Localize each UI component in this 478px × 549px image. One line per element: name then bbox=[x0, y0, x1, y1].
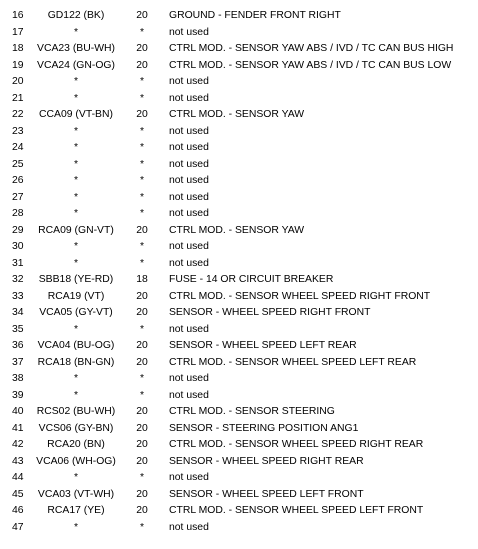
table-row bbox=[0, 404, 478, 421]
circuit-function: not used bbox=[169, 208, 209, 219]
pin-number: 27 bbox=[12, 191, 24, 203]
circuit-function: SENSOR - WHEEL SPEED LEFT FRONT bbox=[169, 488, 364, 500]
circuit-function: not used bbox=[169, 175, 209, 186]
circuit-function: CTRL MOD. - SENSOR YAW bbox=[169, 224, 305, 236]
table-row bbox=[0, 272, 478, 289]
table-row bbox=[0, 256, 478, 273]
circuit-function: not used bbox=[169, 257, 209, 269]
pin-number: 22 bbox=[12, 109, 24, 120]
pin-number: 16 bbox=[12, 10, 24, 21]
circuit-id: * bbox=[73, 389, 79, 401]
pin-number: 28 bbox=[12, 208, 24, 219]
circuit-function: CTRL MOD. - SENSOR WHEEL SPEED LEFT REAR bbox=[169, 356, 417, 368]
connector-pinout-table bbox=[0, 8, 478, 536]
pin-number: 24 bbox=[12, 142, 24, 153]
circuit-id: * bbox=[73, 175, 79, 186]
circuit-id: VCA24 (GN-OG) bbox=[37, 59, 115, 71]
table-row bbox=[0, 470, 478, 487]
table-row bbox=[0, 239, 478, 256]
circuit-function: not used bbox=[169, 26, 209, 38]
circuit-function: CTRL MOD. - SENSOR WHEEL SPEED RIGHT REAR bbox=[169, 439, 424, 450]
circuit-function: not used bbox=[169, 472, 209, 483]
circuit-function: not used bbox=[169, 389, 209, 401]
circuit-id: VCS06 (GY-BN) bbox=[38, 422, 114, 434]
table-row bbox=[0, 223, 478, 240]
table-row bbox=[0, 107, 478, 124]
circuit-id: VCA06 (WH-OG) bbox=[36, 455, 116, 467]
pin-number: 37 bbox=[12, 356, 24, 368]
table-row bbox=[0, 206, 478, 223]
wire-gauge: * bbox=[139, 26, 145, 38]
circuit-id: * bbox=[73, 142, 79, 153]
circuit-function: CTRL MOD. - SENSOR WHEEL SPEED RIGHT FRONT bbox=[169, 290, 431, 302]
circuit-function: SENSOR - WHEEL SPEED RIGHT FRONT bbox=[169, 307, 371, 318]
wire-gauge: * bbox=[139, 142, 145, 153]
circuit-id: * bbox=[73, 92, 79, 104]
circuit-id: * bbox=[73, 323, 79, 335]
circuit-id: SBB18 (YE-RD) bbox=[38, 274, 114, 285]
table-row bbox=[0, 454, 478, 471]
pin-number: 26 bbox=[12, 175, 24, 186]
wire-gauge: * bbox=[139, 76, 145, 87]
pin-number: 35 bbox=[12, 323, 24, 335]
pin-number: 19 bbox=[12, 59, 24, 71]
circuit-function: CTRL MOD. - SENSOR YAW bbox=[169, 109, 305, 120]
table-row bbox=[0, 91, 478, 108]
table-row bbox=[0, 487, 478, 504]
wire-gauge: 20 bbox=[136, 224, 148, 236]
wire-gauge: * bbox=[139, 257, 145, 269]
circuit-function: SENSOR - WHEEL SPEED RIGHT REAR bbox=[169, 455, 364, 467]
circuit-id: * bbox=[73, 158, 79, 170]
wire-gauge: * bbox=[139, 92, 145, 104]
pin-number: 25 bbox=[12, 158, 24, 170]
wire-gauge: * bbox=[139, 323, 145, 335]
table-row bbox=[0, 173, 478, 190]
pin-number: 39 bbox=[12, 389, 24, 401]
wire-gauge: 20 bbox=[136, 10, 148, 21]
circuit-function: not used bbox=[169, 373, 209, 384]
wire-gauge: 20 bbox=[136, 505, 148, 516]
pin-number: 44 bbox=[12, 472, 24, 483]
circuit-id: RCS02 (BU-WH) bbox=[36, 406, 116, 417]
table-row bbox=[0, 25, 478, 42]
circuit-id: * bbox=[73, 26, 79, 38]
circuit-id: * bbox=[73, 521, 79, 533]
circuit-function: CTRL MOD. - SENSOR YAW ABS / IVD / TC CAN BUS HIGH bbox=[169, 43, 454, 54]
pin-number: 33 bbox=[12, 290, 24, 302]
pin-number: 18 bbox=[12, 43, 24, 54]
circuit-id: VCA23 (BU-WH) bbox=[37, 43, 115, 54]
circuit-id: VCA04 (BU-OG) bbox=[37, 340, 115, 351]
wire-gauge: 20 bbox=[136, 488, 148, 500]
table-row bbox=[0, 124, 478, 141]
circuit-id: RCA17 (YE) bbox=[47, 505, 105, 516]
pin-number: 40 bbox=[12, 406, 24, 417]
table-row bbox=[0, 41, 478, 58]
pin-number: 41 bbox=[12, 422, 24, 434]
circuit-function: not used bbox=[169, 76, 209, 87]
pin-number: 17 bbox=[12, 26, 24, 38]
pin-number: 47 bbox=[12, 521, 24, 533]
circuit-function: SENSOR - WHEEL SPEED LEFT REAR bbox=[169, 340, 357, 351]
wire-gauge: 20 bbox=[136, 356, 148, 368]
wire-gauge: * bbox=[139, 191, 145, 203]
pin-number: 30 bbox=[12, 241, 24, 252]
circuit-id: * bbox=[73, 257, 79, 269]
wire-gauge: 20 bbox=[136, 422, 148, 434]
wire-gauge: * bbox=[139, 472, 145, 483]
pin-number: 43 bbox=[12, 455, 24, 467]
table-row bbox=[0, 503, 478, 520]
circuit-function: CTRL MOD. - SENSOR WHEEL SPEED LEFT FRONT bbox=[169, 505, 424, 516]
circuit-id: RCA19 (VT) bbox=[47, 290, 105, 302]
circuit-id: RCA20 (BN) bbox=[47, 439, 105, 450]
table-row bbox=[0, 520, 478, 537]
wire-gauge: 20 bbox=[136, 340, 148, 351]
table-row bbox=[0, 437, 478, 454]
table-row bbox=[0, 338, 478, 355]
wire-gauge: 20 bbox=[136, 59, 148, 71]
circuit-id: * bbox=[73, 241, 79, 252]
wire-gauge: * bbox=[139, 521, 145, 533]
table-row bbox=[0, 305, 478, 322]
circuit-id: * bbox=[73, 125, 79, 137]
table-row bbox=[0, 58, 478, 75]
wire-gauge: 20 bbox=[136, 307, 148, 318]
circuit-function: GROUND - FENDER FRONT RIGHT bbox=[169, 10, 341, 21]
pin-number: 31 bbox=[12, 257, 24, 269]
pin-number: 20 bbox=[12, 76, 24, 87]
circuit-function: not used bbox=[169, 125, 209, 137]
circuit-function: CTRL MOD. - SENSOR STEERING bbox=[169, 406, 335, 417]
circuit-id: RCA18 (BN-GN) bbox=[37, 356, 115, 368]
wire-gauge: * bbox=[139, 175, 145, 186]
wire-gauge: 20 bbox=[136, 290, 148, 302]
table-row bbox=[0, 140, 478, 157]
wire-gauge: 20 bbox=[136, 439, 148, 450]
circuit-id: * bbox=[73, 191, 79, 203]
wire-gauge: * bbox=[139, 125, 145, 137]
circuit-id: * bbox=[73, 76, 79, 87]
wire-gauge: 20 bbox=[136, 406, 148, 417]
circuit-id: RCA09 (GN-VT) bbox=[38, 224, 114, 236]
pin-number: 46 bbox=[12, 505, 24, 516]
table-row bbox=[0, 355, 478, 372]
pin-number: 34 bbox=[12, 307, 24, 318]
wire-gauge: 18 bbox=[136, 274, 148, 285]
table-row bbox=[0, 421, 478, 438]
pin-number: 36 bbox=[12, 340, 24, 351]
table-row bbox=[0, 74, 478, 91]
circuit-function: not used bbox=[169, 323, 209, 335]
circuit-function: not used bbox=[169, 92, 209, 104]
table-row bbox=[0, 371, 478, 388]
circuit-function: not used bbox=[169, 241, 209, 252]
circuit-id: VCA03 (VT-WH) bbox=[37, 488, 115, 500]
wire-gauge: * bbox=[139, 241, 145, 252]
pin-number: 38 bbox=[12, 373, 24, 384]
pin-number: 23 bbox=[12, 125, 24, 137]
circuit-id: * bbox=[73, 208, 79, 219]
wire-gauge: * bbox=[139, 389, 145, 401]
circuit-id: * bbox=[73, 373, 79, 384]
pin-number: 29 bbox=[12, 224, 24, 236]
circuit-function: not used bbox=[169, 191, 209, 203]
circuit-function: SENSOR - STEERING POSITION ANG1 bbox=[169, 422, 359, 434]
circuit-id: * bbox=[73, 472, 79, 483]
circuit-function: not used bbox=[169, 158, 209, 170]
circuit-function: CTRL MOD. - SENSOR YAW ABS / IVD / TC CAN BUS LOW bbox=[169, 59, 452, 71]
pin-number: 32 bbox=[12, 274, 24, 285]
table-row bbox=[0, 388, 478, 405]
wire-gauge: 20 bbox=[136, 109, 148, 120]
wire-gauge: * bbox=[139, 208, 145, 219]
table-row bbox=[0, 322, 478, 339]
table-row bbox=[0, 8, 478, 25]
wire-gauge: 20 bbox=[136, 43, 148, 54]
circuit-id: CCA09 (VT-BN) bbox=[39, 109, 113, 120]
pin-number: 21 bbox=[12, 92, 24, 104]
circuit-id: VCA05 (GY-VT) bbox=[39, 307, 113, 318]
wire-gauge: 20 bbox=[136, 455, 148, 467]
pin-number: 42 bbox=[12, 439, 24, 450]
wire-gauge: * bbox=[139, 158, 145, 170]
pin-number: 45 bbox=[12, 488, 24, 500]
table-row bbox=[0, 190, 478, 207]
table-row bbox=[0, 289, 478, 306]
circuit-id: GD122 (BK) bbox=[47, 10, 105, 21]
circuit-function: not used bbox=[169, 521, 209, 533]
circuit-function: FUSE - 14 OR CIRCUIT BREAKER bbox=[169, 274, 334, 285]
wire-gauge: * bbox=[139, 373, 145, 384]
circuit-function: not used bbox=[169, 142, 209, 153]
table-row bbox=[0, 157, 478, 174]
